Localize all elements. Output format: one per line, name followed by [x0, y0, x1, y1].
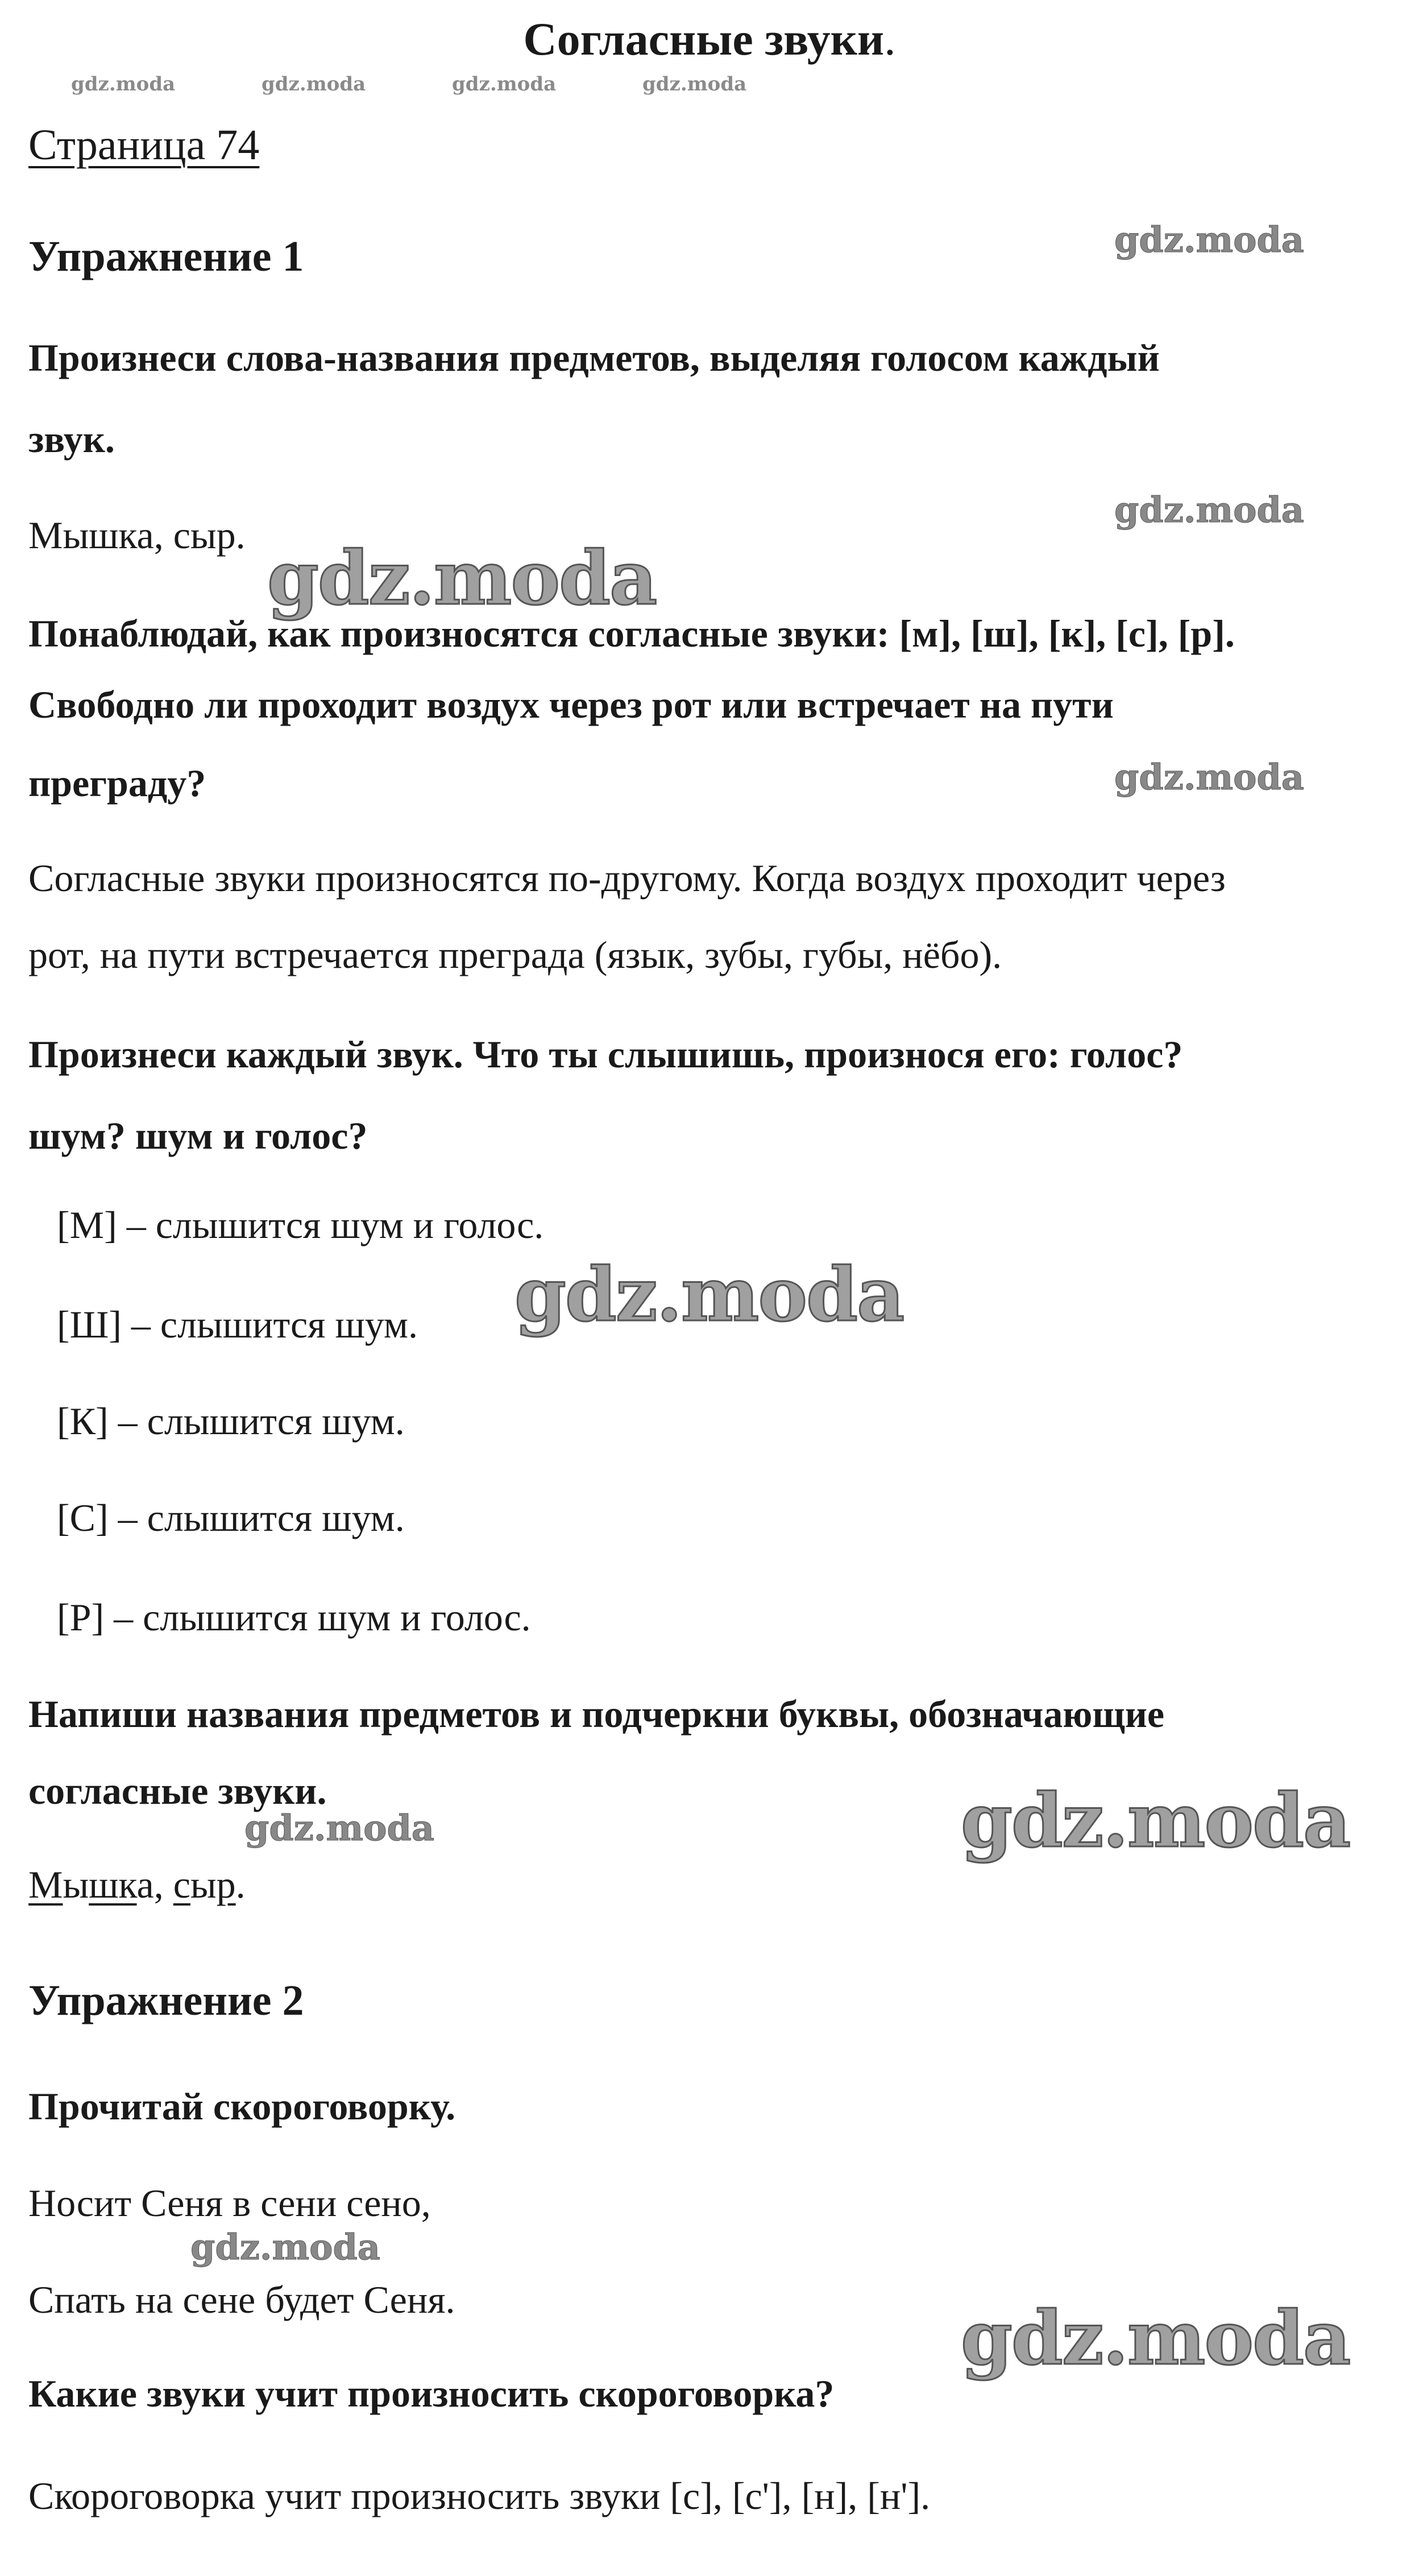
exercise-1-task-1-cont: звук.	[28, 417, 115, 461]
exercise-1-task-2-cont: Свободно ли проходит воздух через рот или встречает на пути	[28, 683, 1114, 726]
watermark: gdz.moda	[1114, 756, 1304, 798]
watermark: gdz.moda	[642, 73, 747, 96]
watermark: gdz.moda	[190, 2226, 380, 2268]
exercise-2-answer: Скороговорка учит произносить звуки [с], [с'], [н], [н'].	[28, 2474, 931, 2517]
watermark: gdz.moda	[267, 535, 657, 622]
exercise-2-task-2: Какие звуки учит произносить скороговорка?	[28, 2372, 835, 2415]
exercise-2-task-1: Прочитай скороговорку.	[28, 2085, 456, 2128]
watermark: gdz.moda	[452, 73, 557, 96]
page-title: Согласные звуки.	[523, 13, 896, 65]
sound-list-item: [С] – слышится шум.	[57, 1496, 405, 1539]
watermark: gdz.moda	[244, 1807, 434, 1849]
exercise-1-heading: Упражнение 1	[28, 233, 304, 280]
page-reference: Страница 74	[28, 121, 260, 169]
watermark: gdz.moda	[961, 1777, 1350, 1864]
watermark: gdz.moda	[262, 73, 366, 96]
exercise-1-task-2-cont: преграду?	[28, 761, 206, 805]
exercise-1-task-2: Понаблюдай, как произносятся согласные звуки: [м], [ш], [к], [с], [р].	[28, 612, 1235, 655]
exercise-1-task-3: Произнеси каждый звук. Что ты слышишь, произнося его: голос?	[28, 1033, 1183, 1076]
exercise-1-task-3-cont: шум? шум и голос?	[28, 1114, 368, 1157]
sound-list-item: [К] – слышится шум.	[57, 1399, 405, 1443]
exercise-1-answer-4: Мышка, сыр.	[28, 1863, 246, 1906]
watermark: gdz.moda	[961, 2295, 1350, 2382]
poem-line: Носит Сеня в сени сено,	[28, 2181, 431, 2225]
exercise-1-answer-2: Согласные звуки произносятся по-другому. Когда воздух проходит через	[28, 856, 1226, 900]
watermark: gdz.moda	[71, 73, 176, 96]
exercise-1-task-4-cont: согласные звуки.	[28, 1769, 327, 1812]
sound-list-item: [Ш] – слышится шум.	[57, 1303, 418, 1346]
watermark: gdz.moda	[1114, 489, 1304, 531]
watermark: gdz.moda	[1114, 219, 1304, 260]
exercise-2-heading: Упражнение 2	[28, 1977, 304, 2024]
poem-line: Спать на сене будет Сеня.	[28, 2278, 455, 2321]
exercise-1-answer-2-cont: рот, на пути встречается преграда (язык, зубы, губы, нёбо).	[28, 933, 1002, 976]
exercise-1-task-1: Произнеси слова-названия предметов, выделяя голосом каждый	[28, 336, 1160, 379]
watermark: gdz.moda	[515, 1251, 904, 1338]
exercise-1-task-4: Напиши названия предметов и подчеркни буквы, обозначающие	[28, 1692, 1165, 1736]
exercise-1-answer-1: Мышка, сыр.	[28, 513, 246, 557]
sound-list-item: [Р] – слышится шум и голос.	[57, 1596, 531, 1639]
sound-list-item: [М] – слышится шум и голос.	[57, 1203, 544, 1246]
